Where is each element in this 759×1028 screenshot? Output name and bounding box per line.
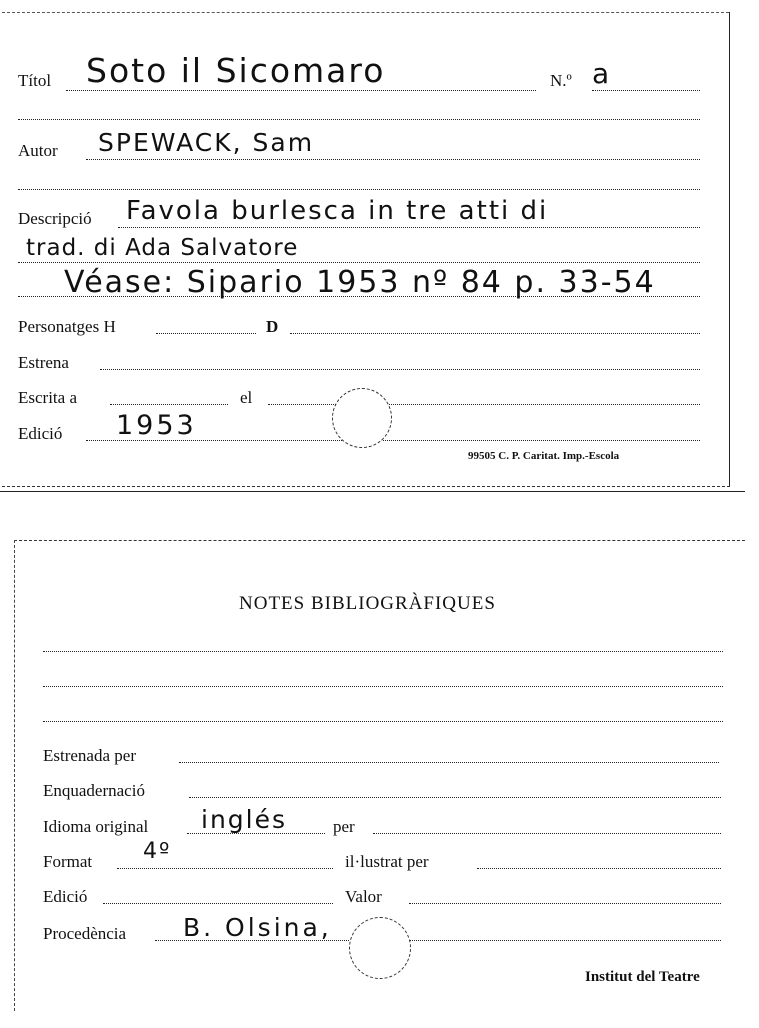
num-value: a — [592, 57, 612, 90]
el-line — [268, 404, 700, 405]
institut-credit: Institut del Teatre — [585, 969, 700, 985]
idioma-label: Idioma original — [43, 817, 149, 836]
card-top-edge — [2, 12, 729, 13]
punch-hole — [332, 388, 392, 448]
format-value: 4º — [143, 839, 172, 864]
autor-label: Autor — [18, 141, 58, 160]
procedencia-label: Procedència — [43, 924, 127, 943]
notes-line-2 — [43, 686, 723, 687]
titol-value: Soto il Sicomaro — [86, 51, 386, 90]
edicio-value: 1953 — [116, 410, 197, 441]
titol-label: Títol — [18, 71, 52, 90]
el-label: el — [240, 388, 253, 407]
notes-heading: NOTES BIBLIOGRÀFIQUES — [239, 593, 496, 614]
num-label: N.º — [550, 71, 572, 90]
descripcio-value-2: trad. di Ada Salvatore — [26, 235, 299, 261]
personatges-label: Personatges H — [18, 317, 116, 336]
illustrat-label: il·lustrat per — [345, 852, 429, 871]
enquadernacio-line — [189, 797, 721, 798]
enquadernacio-label: Enquadernació — [43, 781, 145, 800]
procedencia-value: B. Olsina, — [183, 913, 332, 942]
estrenada-line — [179, 762, 719, 763]
notes-line-1 — [43, 651, 723, 652]
descripcio-line-2 — [18, 262, 700, 263]
escrita-line — [110, 404, 228, 405]
estrenada-label: Estrenada per — [43, 746, 136, 765]
titol-line — [66, 90, 536, 91]
punch-hole-2 — [349, 917, 411, 979]
num-line — [592, 90, 700, 91]
illustrat-line — [477, 868, 721, 869]
catalog-card-back — [14, 540, 745, 1011]
edicio2-label: Edició — [43, 887, 88, 906]
autor-line — [86, 159, 700, 160]
idioma-value: inglés — [201, 805, 288, 834]
format-label: Format — [43, 852, 93, 871]
format-line — [117, 868, 333, 869]
personatges-d-line — [290, 333, 700, 334]
edicio2-line — [103, 903, 333, 904]
descripcio-line-1 — [118, 227, 700, 228]
valor-line — [409, 903, 721, 904]
descripcio-value-3: Véase: Sipario 1953 nº 84 p. 33-54 — [64, 265, 656, 300]
descripcio-value-1: Favola burlesca in tre atti di — [126, 196, 549, 226]
estrena-line — [100, 369, 700, 370]
card-separator — [0, 491, 745, 492]
blank-line — [18, 119, 700, 120]
estrena-label: Estrena — [18, 353, 69, 372]
autor-value: SPEWACK, Sam — [98, 128, 315, 157]
notes-line-3 — [43, 721, 723, 722]
escrita-label: Escrita a — [18, 388, 77, 407]
catalog-card-front — [2, 12, 730, 487]
per-line — [373, 833, 721, 834]
personatges-h-line — [156, 333, 256, 334]
printer-credit: 99505 C. P. Caritat. Imp.-Escola — [468, 450, 620, 462]
d-label: D — [266, 317, 279, 336]
valor-label: Valor — [345, 887, 382, 906]
blank-line — [18, 189, 700, 190]
edicio-label: Edició — [18, 424, 63, 443]
per-label: per — [333, 817, 355, 836]
descripcio-label: Descripció — [18, 209, 92, 228]
